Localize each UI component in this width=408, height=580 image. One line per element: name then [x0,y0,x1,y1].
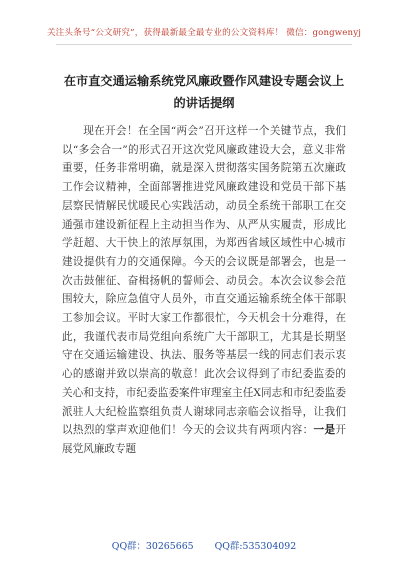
footer-qq-group-1: QQ群：30265665 [111,541,194,552]
paragraph-text: 现在开会！在全国“两会”召开这样一个关键节点，我们以“多会合一”的形式召开这次党风廉政建设大会，意义非常重要，任务非常明确，就是深入贯彻落实国务院第五次廉政工作会议精神，全面部署推进党风廉政建设和党员干部下基层察民情解民忧暖民心实践活动，动员全系统干部职工在交通强市建设新征程上主动担当作为、从严从实履责，形成比学赶超、大干快上的浓厚氛围，为郑西省域区域性中心城市建设提供有力的交通保障。今天的会议既是部署会，也是一次击鼓催征、奋楫扬帆的誓师会、动员会。本次会议参会范围较大，除应急值守人员外，市直交通运输系统全体干部职工参加会议。平时大家工作都很忙，今天机会十分难得，在此，我谨代表市局党组向系统广大干部职工，尤其是长期坚守在交通运输建设、执法、服务等基层一线的同志们表示衷心的感谢并致以崇高的敬意！此次会议得到了市纪委监委的关心和支持，市纪委监委案件审理室主任X同志和市纪委监委派驻人大纪检监察组负责人谢球同志亲临会议指导，让我们以热烈的掌声欢迎他们！今天的会议共有两项内容： [62,125,346,437]
document-title: 在市直交通运输系统党风廉政暨作风建设专题会议上的讲话提纲 [63,74,345,110]
paragraph-tail: 开展党风廉政专题 [62,424,347,455]
header-divider [56,44,352,45]
footer-qq-group-2: QQ群:535304092 [214,541,297,552]
body-paragraph [62,122,346,459]
footer [0,538,408,552]
paragraph-lead: 一是 [313,424,336,437]
header-note: 关注头条号“公文研究”，获得最新最全最专业的公文资料库！ 微信：gongwenyj [46,28,362,38]
